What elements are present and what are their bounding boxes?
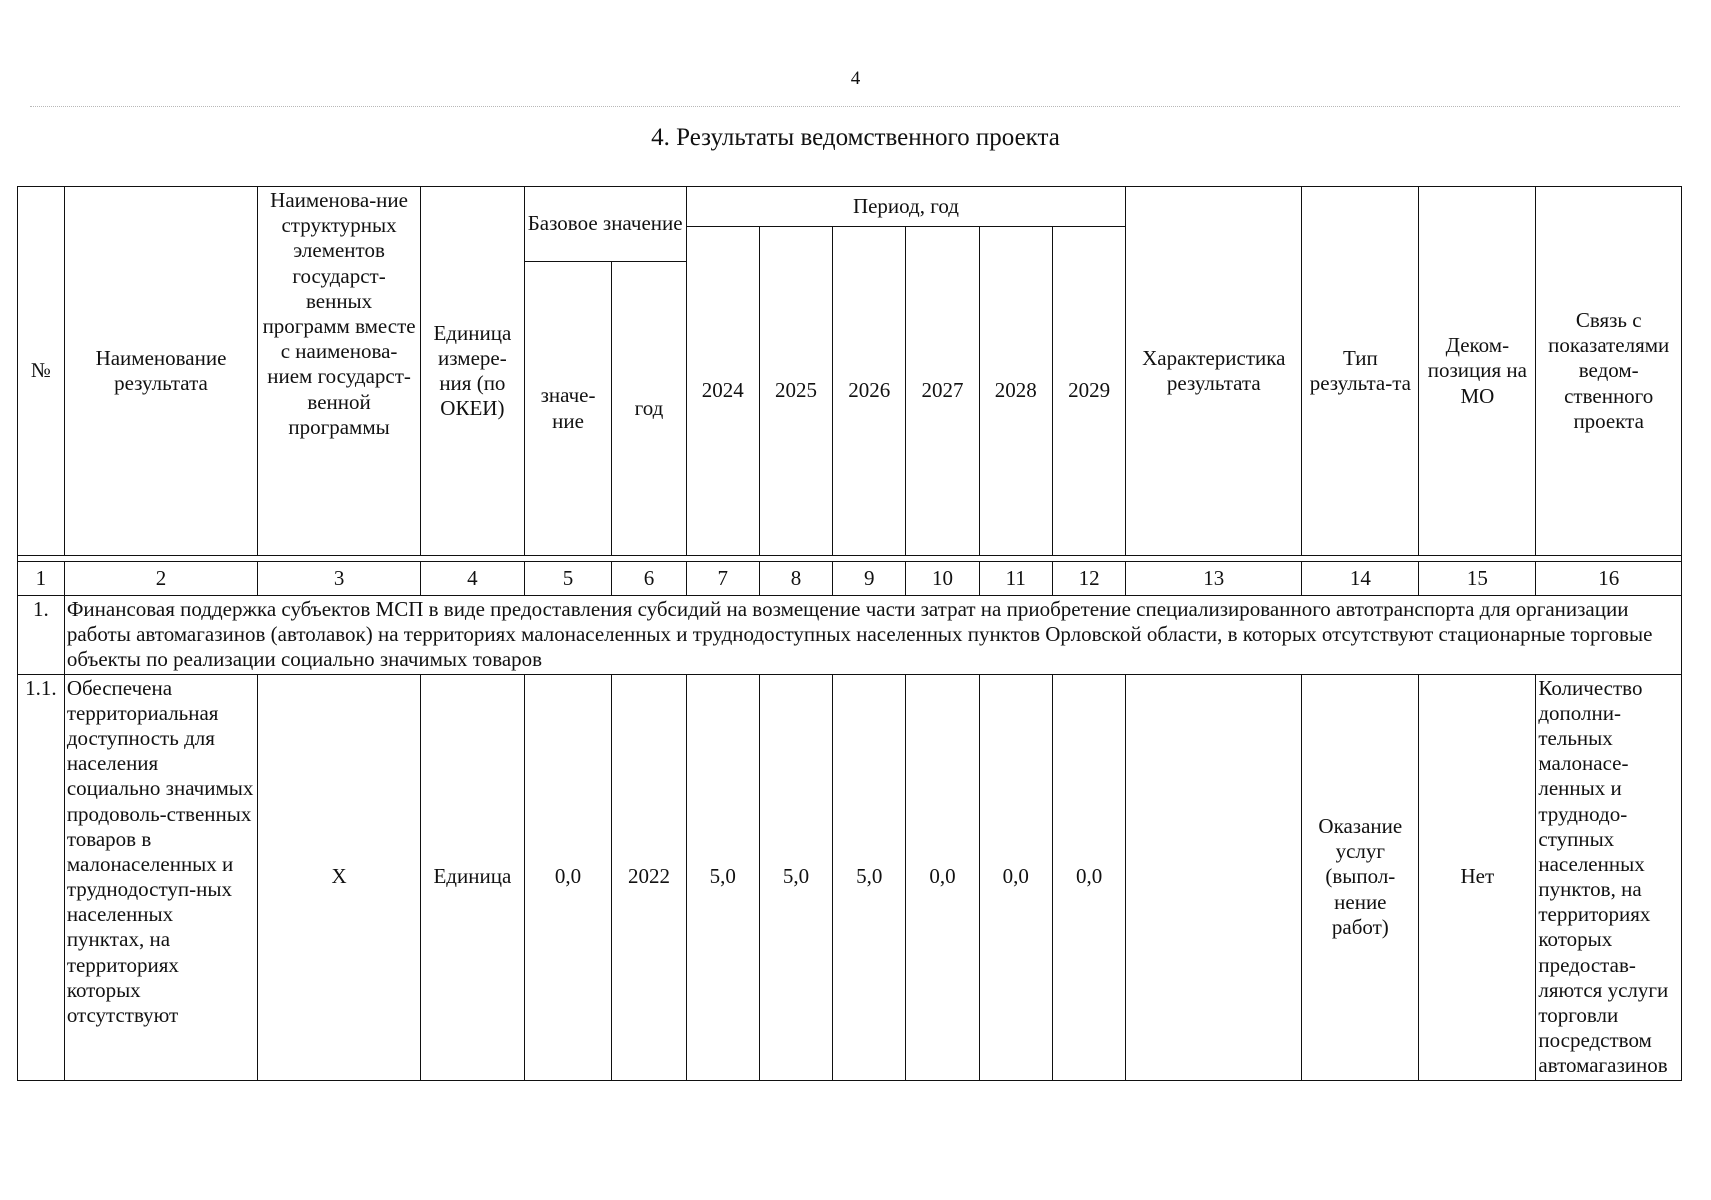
- column-number: 7: [686, 562, 759, 596]
- row-characteristic: [1126, 674, 1302, 1080]
- column-number: 10: [906, 562, 979, 596]
- year-header-2029: 2029: [1052, 227, 1125, 556]
- row-value-2026: 5,0: [833, 674, 906, 1080]
- row-base-year: 2022: [612, 674, 686, 1080]
- row-value-2024: 5,0: [686, 674, 759, 1080]
- column-number: 14: [1302, 562, 1419, 596]
- section-text: Финансовая поддержка субъектов МСП в виде предоставления субсидий на возмещение части затрат на приобретение специализированного автотранспорта для организации работы автомагазинов (автолавок) на территориях малонаселенных и труднодоступных населенных пунктов Орловской области, в которых отсутствуют стационарные торговые объекты по реализации социально значимых товаров: [64, 596, 1681, 675]
- row-name: Обеспечена территориальная доступность для населения социально значимых продоволь-ственных товаров в малонаселенных и труднодоступ-ных населенных пунктах, на территориях которых отсутствуют: [64, 674, 257, 1080]
- row-unit: Единица: [420, 674, 524, 1080]
- col-name-header: Наименование результата: [64, 187, 257, 556]
- table-row: [18, 674, 1682, 1080]
- column-number: 1: [18, 562, 65, 596]
- row-value-2025: 5,0: [759, 674, 832, 1080]
- col-base-header: Базовое значение: [524, 187, 686, 262]
- row-value-2029: 0,0: [1052, 674, 1125, 1080]
- col-base-year-header: год: [612, 262, 686, 556]
- column-number: 16: [1536, 562, 1682, 596]
- col-period-header: Период, год: [686, 187, 1126, 227]
- row-link: Количество дополни-тельных малонасе-ленных и труднодо-ступных населенных пунктов, на территориях которых предостав-ляются услуги торговли посредством автомагазинов: [1536, 674, 1682, 1080]
- column-number: 3: [258, 562, 421, 596]
- row-number: 1.1.: [18, 674, 65, 1080]
- column-number: 6: [612, 562, 686, 596]
- year-header-2027: 2027: [906, 227, 979, 556]
- column-number-row: [18, 562, 1682, 596]
- col-unit-header: Единица измере-ния (по ОКЕИ): [420, 187, 524, 556]
- column-number: 13: [1126, 562, 1302, 596]
- col-structural-header: Наименова-ние структурных элементов государст-венных программ вместе с наименова-нием государст-венной программы: [258, 187, 421, 556]
- row-type: Оказание услуг (выпол-нение работ): [1302, 674, 1419, 1080]
- header-row-1: [18, 187, 1682, 227]
- row-value-2028: 0,0: [979, 674, 1052, 1080]
- column-number: 9: [833, 562, 906, 596]
- scan-dotted-line: [30, 106, 1680, 107]
- col-decomposition-header: Деком-позиция на МО: [1419, 187, 1536, 556]
- row-value-2027: 0,0: [906, 674, 979, 1080]
- row-structural: Х: [258, 674, 421, 1080]
- section-title: 4. Результаты ведомственного проекта: [651, 124, 1060, 151]
- col-link-header: Связь с показателями ведом-ственного проекта: [1536, 187, 1682, 556]
- year-header-2026: 2026: [833, 227, 906, 556]
- column-number: 15: [1419, 562, 1536, 596]
- column-number: 12: [1052, 562, 1125, 596]
- year-header-2025: 2025: [759, 227, 832, 556]
- column-number: 11: [979, 562, 1052, 596]
- col-type-header: Тип результа-та: [1302, 187, 1419, 556]
- section-number: 1.: [18, 596, 65, 675]
- results-table-container: [17, 186, 1682, 1081]
- col-no-header: №: [18, 187, 65, 556]
- page-number: 4: [850, 68, 861, 89]
- column-number: 2: [64, 562, 257, 596]
- year-header-2028: 2028: [979, 227, 1052, 556]
- column-number: 4: [420, 562, 524, 596]
- year-header-2024: 2024: [686, 227, 759, 556]
- col-base-value-header: значе-ние: [524, 262, 612, 556]
- results-table: [17, 186, 1682, 1081]
- section-row: [18, 596, 1682, 675]
- column-number: 8: [759, 562, 832, 596]
- row-base-value: 0,0: [524, 674, 612, 1080]
- col-characteristic-header: Характеристика результата: [1126, 187, 1302, 556]
- row-decomposition: Нет: [1419, 674, 1536, 1080]
- column-number: 5: [524, 562, 612, 596]
